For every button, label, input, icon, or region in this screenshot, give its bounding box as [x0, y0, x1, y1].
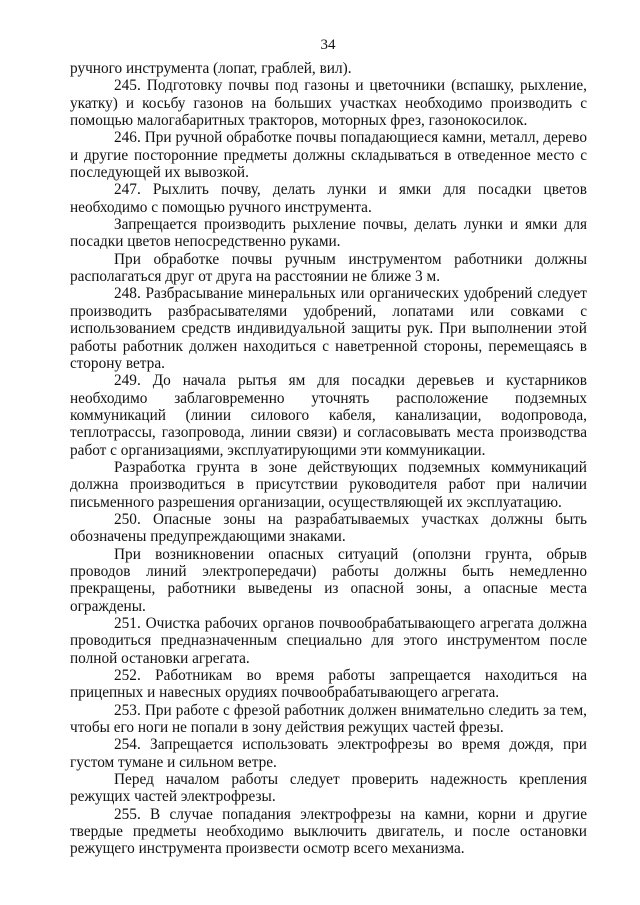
paragraph-250: 250. Опасные зоны на разрабатываемых участках должны быть обозначены предупреждающими знаками. [70, 510, 587, 546]
paragraph-248: 248. Разбрасывание минеральных или органических удобрений следует производить разбрасывателями удобрений, лопатами или совками с использованием средств индивидуальной защиты рук. При выполнении этой работы работник должен находиться с наветренной стороны, перемещаясь в сторону ветра. [70, 285, 587, 372]
paragraph-249-excavation: Разработка грунта в зоне действующих подземных коммуникаций должна производиться в присутствии руководителя работ при наличии письменного разрешения организации, осуществляющей их эксплуатацию. [70, 458, 587, 511]
paragraph-251: 251. Очистка рабочих органов почвообрабатывающего агрегата должна проводиться предназначенным специально для этого инструментом после полной остановки агрегата. [70, 615, 587, 667]
paragraph-247-prohibition: Запрещается производить рыхление почвы, делать лунки и ямки для посадки цветов непосредственно руками. [70, 216, 587, 251]
paragraph-250-danger: При возникновении опасных ситуаций (оползни грунта, обрыв проводов линий электропередачи) работы должны быть немедленно прекращены, работники выведены из опасной зоны, а опасные места ограждены. [70, 545, 587, 615]
paragraph-246: 246. При ручной обработке почвы попадающиеся камни, металл, дерево и другие посторонние предметы должны складываться в отведенное место с последующей их вывозкой. [70, 129, 587, 182]
document-body [70, 60, 587, 858]
paragraph-247-distance: При обработке почвы ручным инструментом работники должны располагаться друг от друга на расстоянии не ближе 3 м. [70, 250, 587, 286]
paragraph-245: 245. Подготовку почвы под газоны и цветочники (вспашку, рыхление, укатку) и косьбу газонов на больших участках необходимо производить с помощью малогабаритных тракторов, моторных фрез, газонокосилок. [70, 77, 587, 130]
page-number: 34 [320, 37, 336, 53]
paragraph-252: 252. Работникам во время работы запрещается находиться на прицепных и навесных орудиях почвообрабатывающего агрегата. [70, 667, 587, 702]
paragraph-254-check: Перед началом работы следует проверить надежность крепления режущих частей электрофрезы. [70, 771, 587, 806]
paragraph-254: 254. Запрещается использовать электрофрезы во время дождя, при густом тумане и сильном ветре. [70, 736, 587, 771]
paragraph-continuation: ручного инструмента (лопат, граблей, вил). [70, 60, 352, 77]
paragraph-249: 249. До начала рытья ям для посадки деревьев и кустарников необходимо заблаговременно уточнять расположение подземных коммуникаций (линии силового кабеля, канализации, водопровода, теплотрассы, газопровода, линии связи) и согласовывать места производства работ с организациями, эксплуатирующими эти коммуникации. [70, 372, 587, 459]
paragraph-253: 253. При работе с фрезой работник должен внимательно следить за тем, чтобы его ноги не попали в зону действия режущих частей фрезы. [70, 701, 587, 737]
paragraph-255: 255. В случае попадания электрофрезы на камни, корни и другие твердые предметы необходимо выключить двигатель, и после остановки режущего инструмента произвести осмотр всего механизма. [70, 805, 587, 858]
paragraph-247: 247. Рыхлить почву, делать лунки и ямки для посадки цветов необходимо с помощью ручного инструмента. [70, 181, 587, 216]
